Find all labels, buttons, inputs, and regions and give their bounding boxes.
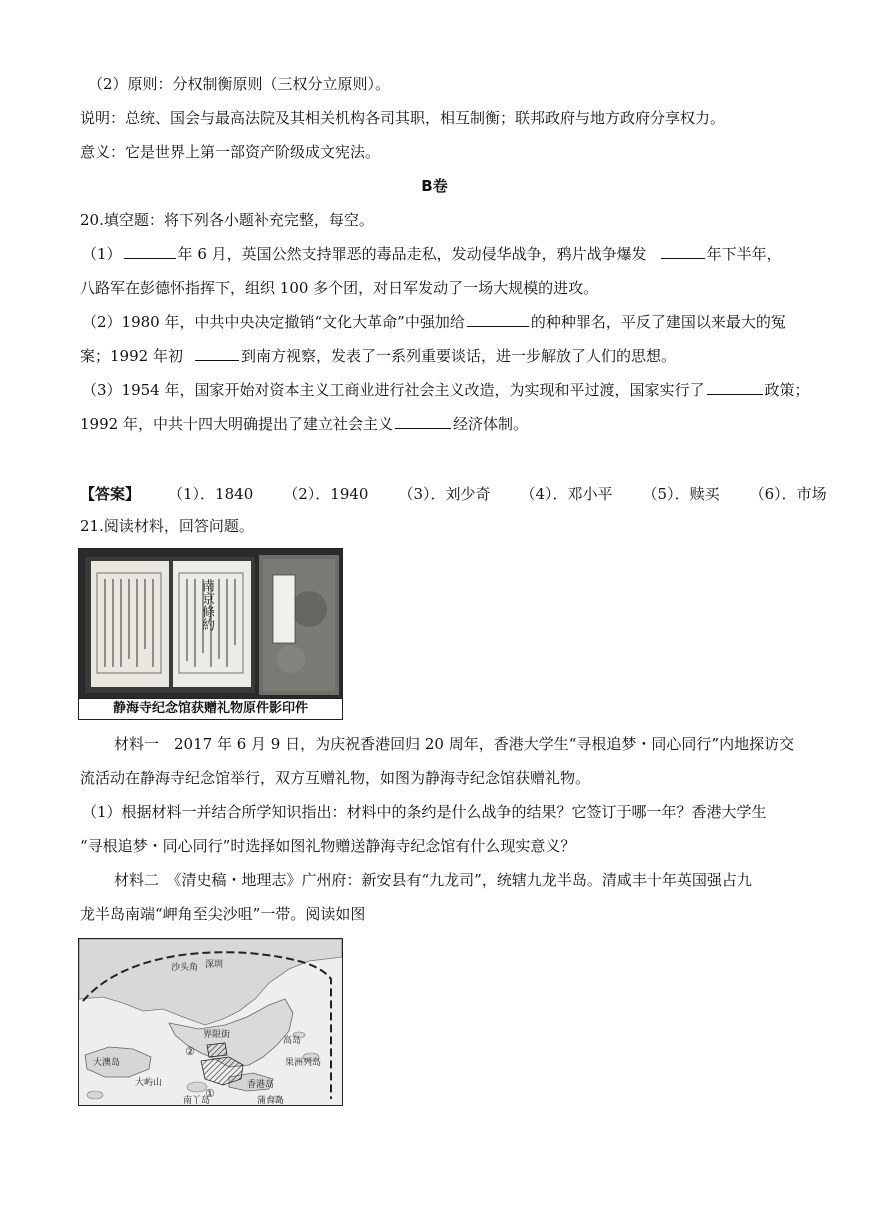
principle-line: （2）原则：分权制衡原则（三权分立原则）。 <box>88 75 391 93</box>
map-label-shatau: 沙头角 <box>171 963 199 973</box>
q20-p1-tail: 年下半年， <box>706 245 782 263</box>
sub1-line2: “寻根追梦・同心同行”时选择如图礼物赠送静海寺纪念馆有什么现实意义？ <box>80 837 576 855</box>
map-label-gaodao: 高岛 <box>283 1036 302 1046</box>
treaty-photo <box>78 548 343 720</box>
q20-p3-line2-b: 经济体制。 <box>452 415 528 433</box>
answer-line <box>80 484 857 504</box>
material2-line1: 材料二 《清史稿・地理志》广州府：新安县有“九龙司”，统辖九龙半岛。清咸丰十年英国强占九 <box>114 871 752 889</box>
material2-line2: 龙半岛南端“岬角至尖沙咀”一带。阅读如图 <box>80 905 366 923</box>
q20-part1-line1 <box>82 244 782 264</box>
q20-p2-tail: 的种种罪名，平反了建国以来最大的冤 <box>530 313 786 331</box>
q20-p1-prefix: （1） <box>82 245 122 263</box>
answer-item-1: （1）．1840 <box>168 485 254 503</box>
answer-blank-1[interactable] <box>124 244 176 259</box>
q20-part2-line2 <box>80 346 676 366</box>
map-marker-2: ② <box>185 1045 195 1058</box>
meaning-line: 意义：它是世界上第一部资产阶级成文宪法。 <box>80 143 381 161</box>
hongkong-map-image <box>79 939 342 1105</box>
sub1-line1: （1）根据材料一并结合所学知识指出：材料中的条约是什么战争的结果？它签订于哪一年？香港大学生 <box>82 803 767 821</box>
answer-item-4: （4）．邓小平 <box>520 485 613 503</box>
q20-part2-line1 <box>82 312 786 332</box>
map-label-shenzhen: 深圳 <box>205 960 224 970</box>
answer-blank-5[interactable] <box>707 380 763 395</box>
answer-blank-4[interactable] <box>195 346 239 361</box>
q20-p3-line2-a: 1992 年，中共十四大明确提出了建立社会主义 <box>80 415 393 433</box>
q20-part3-line1 <box>82 380 810 400</box>
answer-item-5: （5）．赎买 <box>642 485 720 503</box>
material1-line2: 流活动在静海寺纪念馆举行，双方互赠礼物，如图为静海寺纪念馆获赠礼物。 <box>80 769 591 787</box>
answer-label: 【答案】 <box>80 485 141 503</box>
q20-stem: 20.填空题：将下列各小题补充完整，每空。 <box>80 211 374 229</box>
hongkong-map <box>78 938 343 1106</box>
treaty-book-title: 南京條約 <box>199 579 214 631</box>
q21-stem: 21.阅读材料，回答问题。 <box>80 517 254 535</box>
map-label-guozhou: 果洲列岛 <box>285 1058 322 1068</box>
map-label-lantau: 大屿山 <box>135 1078 163 1088</box>
map-label-dayu: 大澳岛 <box>93 1058 121 1068</box>
q20-p3-tail: 政策； <box>764 381 810 399</box>
map-label-lamma: 南丫岛 <box>183 1096 211 1105</box>
explain-line: 说明：总统、国会与最高法院及其相关机构各司其职，相互制衡；联邦政府与地方政府分享权力。 <box>80 109 726 127</box>
section-b-title: B卷 <box>421 177 448 195</box>
q20-p3-text: （3）1954 年，国家开始对资本主义工商业进行社会主义改造，为实现和平过渡，国家实行了 <box>82 381 705 399</box>
map-label-bohai: 蒲台岛 <box>257 1096 285 1105</box>
q20-p2-text: （2）1980 年，中共中央决定撤销“文化大革命”中强加给 <box>82 313 465 331</box>
answer-item-2: （2）．1940 <box>283 485 369 503</box>
q20-p1-text: 年 6 月，英国公然支持罪恶的毒品走私，发动侵华战争，鸦片战争爆发 <box>177 245 647 263</box>
answer-blank-3[interactable] <box>467 312 529 327</box>
map-label-hk-island: 香港岛 <box>247 1080 275 1090</box>
q20-p2-line2-b: 到南方视察，发表了一系列重要谈话，进一步解放了人们的思想。 <box>240 347 676 365</box>
answer-blank-2[interactable] <box>661 244 705 259</box>
photo-caption: 静海寺纪念馆获赠礼物原件影印件 <box>79 698 342 719</box>
answer-item-6: （6）．市场 <box>749 485 827 503</box>
q20-p2-line2-a: 案；1992 年初 <box>80 347 183 365</box>
q20-part3-line2 <box>80 414 528 434</box>
material1-line1: 材料一 2017 年 6 月 9 日，为庆祝香港回归 20 周年，香港大学生“寻根追梦・同心同行”内地探访交 <box>114 735 795 753</box>
map-marker-1: ① <box>205 1087 215 1100</box>
q20-part1-line2: 八路军在彭德怀指挥下，组织 100 多个团，对日军发动了一场大规模的进攻。 <box>80 279 599 297</box>
answer-item-3: （3）．刘少奇 <box>398 485 491 503</box>
answer-blank-6[interactable] <box>395 414 451 429</box>
map-label-boundary: 界限街 <box>203 1030 231 1040</box>
